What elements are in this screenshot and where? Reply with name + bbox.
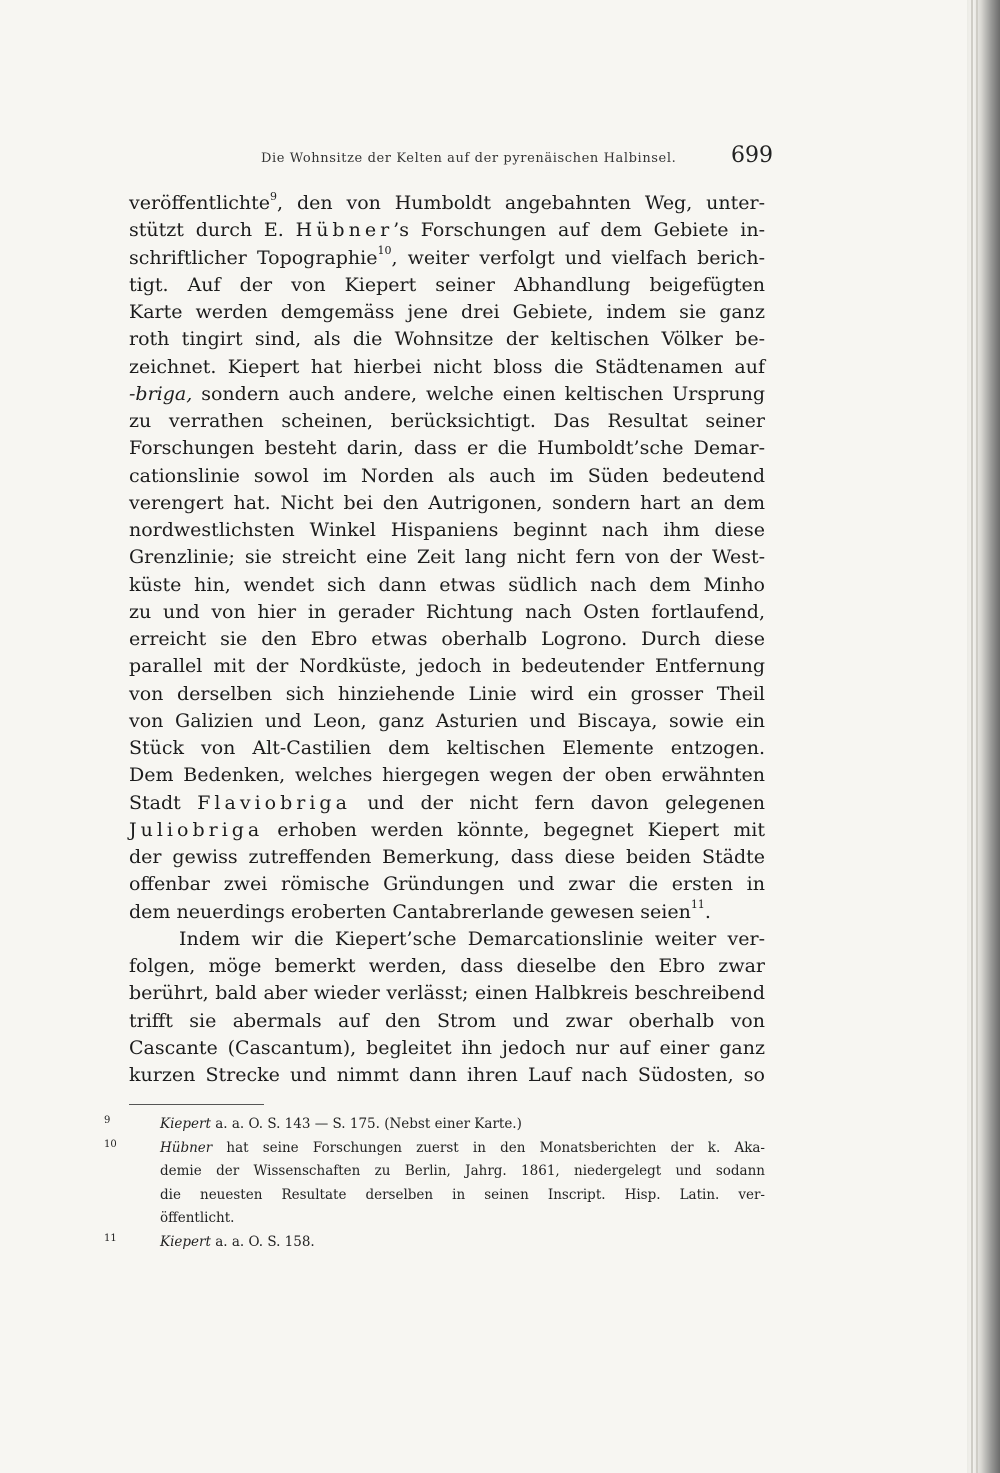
page-number: 699 [731,143,773,168]
text-line: von Galizien und Leon, ganz Asturien und Biscaya, sowie ein [129,709,765,732]
text-line: verengert hat. Nicht bei den Autrigonen, sondern hart an dem [129,491,765,514]
footnote-10: 10 Hübner hat seine Forschungen zuerst in den Monatsberichten der k. Aka- [104,1138,765,1156]
running-head-title: Die Wohnsitze der Kelten auf der pyrenäischen Halbinsel. [261,151,677,166]
main-text [129,190,765,1089]
text-line: Dem Bedenken, welches hiergegen wegen der oben erwähnten [129,764,765,787]
text-line: von derselben sich hinziehende Linie wird ein grosser Theil [129,682,765,705]
footnote-11: 11 Kiepert a. a. O. S. 158. [104,1232,315,1250]
text-line: roth tingirt sind, als die Wohnsitze der keltischen Völker be- [129,328,765,351]
text-line: berührt, bald aber wieder verlässt; einen Halbkreis beschreibend [129,982,765,1005]
text-line: Cascante (Cascantum), begleitet ihn jedoch nur auf einer ganz [129,1036,765,1059]
text-line: kurzen Strecke und nimmt dann ihren Lauf nach Südosten, so [129,1064,765,1086]
text-line: stützt durch E. Hübner’s Forschungen auf dem Gebiete in- [129,219,765,242]
text-line: Juliobriga erhoben werden könnte, begegnet Kiepert mit [129,818,765,841]
page-edge-line [971,0,973,1473]
text-line: Grenzlinie; sie streicht eine Zeit lang nicht fern von der West- [129,546,765,569]
text-line: küste hin, wendet sich dann etwas südlich nach dem Minho [129,573,765,596]
text-line: folgen, möge bemerkt werden, dass dieselbe den Ebro zwar [129,955,765,977]
text-line: cationslinie sowol im Norden als auch im Süden bedeutend [129,464,765,487]
footnotes [104,1113,765,1255]
text-line: Stadt Flaviobriga und der nicht fern davon gelegenen [129,791,765,814]
text-line: erreicht sie den Ebro etwas oberhalb Logrono. Durch diese [129,628,765,650]
text-line: der gewiss zutreffenden Bemerkung, dass diese beiden Städte [129,846,765,868]
text-line: zu und von hier in gerader Richtung nach Osten fortlaufend, [129,600,765,623]
paragraph-start-line: Indem wir die Kiepert’sche Demarcationslinie weiter ver- [179,927,765,950]
text-line: schriftlicher Topographie$^{10}$, weiter verfolgt und vielfach berich- [129,244,765,269]
footnote-9: 9 Kiepert a. a. O. S. 143 — S. 175. (Nebst einer Karte.) [104,1115,522,1132]
footnote-10-cont: öffentlicht. [160,1210,235,1227]
page-edge-shadow [967,0,1000,1473]
text-line: -briga, sondern auch andere, welche einen keltischen Ursprung [129,382,765,405]
text-line: veröffentlichte$^9$, den von Humboldt angebahnten Weg, unter- [129,189,765,214]
text-line: zu verrathen scheinen, berücksichtigt. Das Resultat seiner [129,410,765,432]
text-line: tigt. Auf der von Kiepert seiner Abhandlung beigefügten [129,273,765,296]
page-edge-line [976,0,978,1473]
footnote-ref[interactable]: 11 [690,898,705,912]
text-line: trifft sie abermals auf den Strom und zwar oberhalb von [129,1009,765,1032]
footnote-ref[interactable]: 10 [377,244,392,258]
footnote-ref[interactable]: 9 [270,189,278,203]
text-line: offenbar zwei römische Gründungen und zwar die ersten in [129,873,765,896]
text-line: Forschungen besteht darin, dass er die Humboldt’sche Demar- [129,437,765,460]
text-line: dem neuerdings eroberten Cantabrerlande gewesen seien$^{11}$. [129,898,711,923]
footnote-10-cont: die neuesten Resultate derselben in seinen Inscript. Hisp. Latin. ver- [160,1186,765,1203]
footnote-divider [129,1104,264,1105]
running-head [0,143,967,173]
text-line: zeichnet. Kiepert hat hierbei nicht bloss die Städtenamen auf [129,355,765,378]
footnote-10-cont: demie der Wissenschaften zu Berlin, Jahrg. 1861, niedergelegt und sodann [160,1163,765,1180]
text-line: Stück von Alt-Castilien dem keltischen Elemente entzogen. [129,737,765,759]
text-line: Karte werden demgemäss jene drei Gebiete, indem sie ganz [129,301,765,323]
text-line: nordwestlichsten Winkel Hispaniens beginnt nach ihm diese [129,519,765,541]
text-line: parallel mit der Nordküste, jedoch in bedeutender Entfernung [129,655,765,678]
